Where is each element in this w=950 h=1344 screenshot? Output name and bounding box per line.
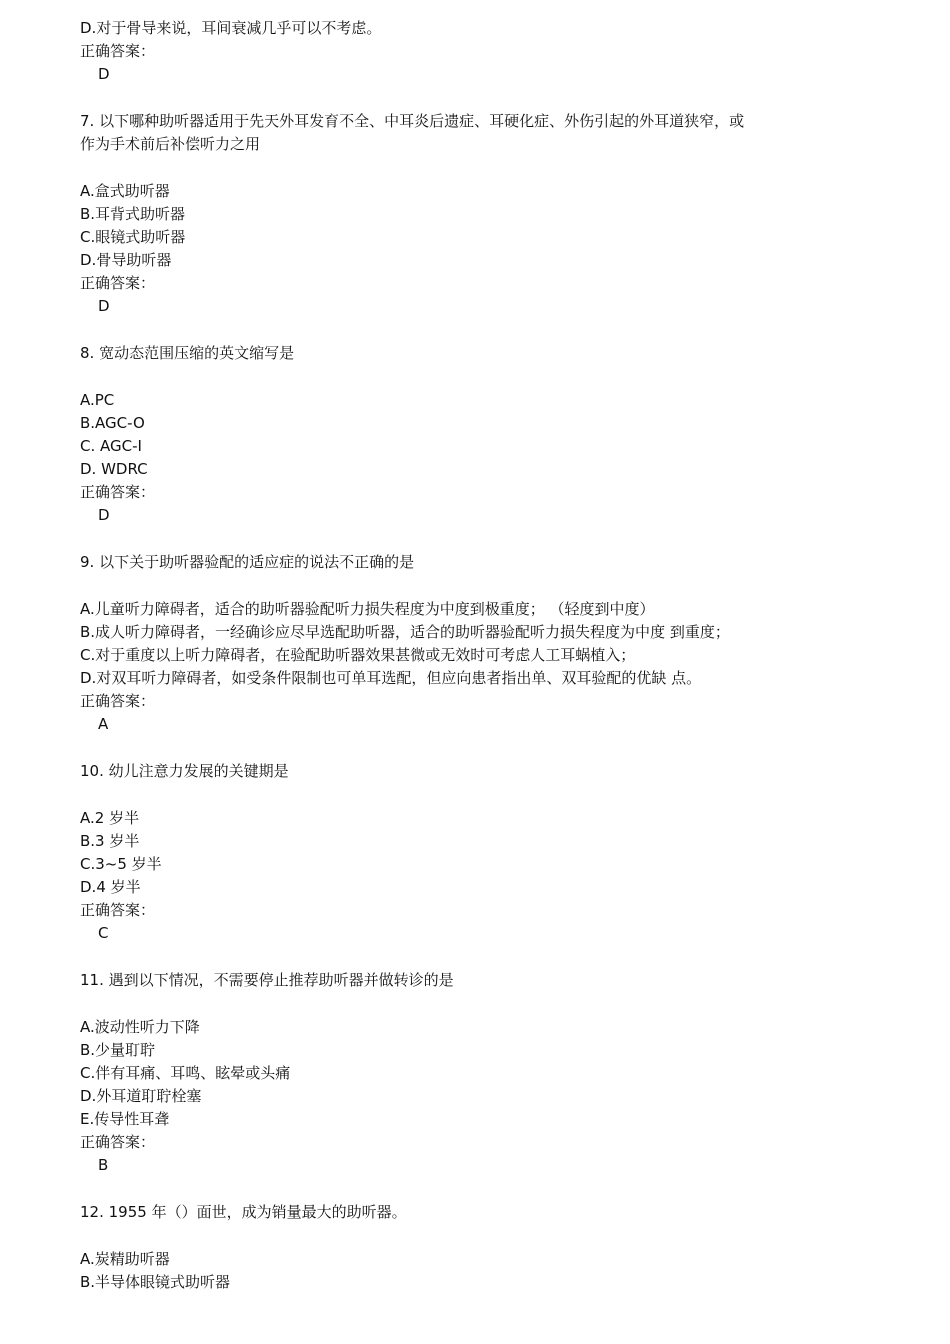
spacer	[80, 365, 880, 389]
spacer	[80, 736, 880, 760]
option-item: A.炭精助听器	[80, 1250, 170, 1268]
answer-label: 正确答案：	[80, 42, 156, 60]
answer-label: 正确答案：	[80, 274, 156, 292]
question-block	[80, 969, 880, 1177]
document-body	[80, 17, 880, 1294]
option-item: D.4 岁半	[80, 878, 141, 896]
option-item: C.对于重度以上听力障碍者，在验配助听器效果甚微或无效时可考虑人工耳蜗植入；	[80, 646, 636, 664]
option-item: C. AGC-I	[80, 437, 142, 455]
answer-value: D	[98, 65, 110, 83]
question-block	[80, 760, 880, 945]
question-stem: 7. 以下哪种助听器适用于先天外耳发育不全、中耳炎后遗症、耳硬化症、外伤引起的外耳道狭窄，或	[80, 112, 745, 130]
question-block	[80, 110, 880, 318]
question-stem: 10. 幼儿注意力发展的关键期是	[80, 762, 289, 780]
question-stem: 11. 遇到以下情况，不需要停止推荐助听器并做转诊的是	[80, 971, 454, 989]
option-item: C.3~5 岁半	[80, 855, 162, 873]
question-block	[80, 1201, 880, 1294]
answer-value: A	[98, 715, 109, 733]
question-block	[80, 342, 880, 527]
answer-label: 正确答案：	[80, 901, 156, 919]
question-stem: 12. 1955 年（）面世，成为销量最大的助听器。	[80, 1203, 407, 1221]
option-item: D.骨导助听器	[80, 251, 172, 269]
option-item: D.对于骨导来说，耳间衰减几乎可以不考虑。	[80, 19, 382, 37]
spacer	[80, 783, 880, 807]
option-item: A.PC	[80, 391, 115, 409]
answer-value: B	[98, 1156, 109, 1174]
option-item: B.成人听力障碍者，一经确诊应尽早选配助听器，适合的助听器验配听力损失程度为中度 到重度；	[80, 623, 730, 641]
option-item: A.儿童听力障碍者，适合的助听器验配听力损失程度为中度到极重度； （轻度到中度）	[80, 600, 655, 618]
answer-label: 正确答案：	[80, 483, 156, 501]
option-item: D.外耳道耵聍栓塞	[80, 1087, 202, 1105]
option-item: A.2 岁半	[80, 809, 140, 827]
option-item: C.伴有耳痛、耳鸣、眩晕或头痛	[80, 1064, 291, 1082]
option-item: B.3 岁半	[80, 832, 140, 850]
question-stem: 9. 以下关于助听器验配的适应症的说法不正确的是	[80, 553, 415, 571]
spacer	[80, 574, 880, 598]
spacer	[80, 1177, 880, 1201]
question-stem: 8. 宽动态范围压缩的英文缩写是	[80, 344, 295, 362]
option-item: D.对双耳听力障碍者，如受条件限制也可单耳选配，但应向患者指出单、双耳验配的优缺 点。	[80, 669, 702, 687]
question-block	[80, 551, 880, 736]
question-stem: 作为手术前后补偿听力之用	[80, 135, 261, 153]
spacer	[80, 1224, 880, 1248]
answer-value: C	[98, 924, 109, 942]
option-item: D. WDRC	[80, 460, 148, 478]
answer-label: 正确答案：	[80, 1133, 156, 1151]
question-fragment	[80, 17, 880, 86]
answer-label: 正确答案：	[80, 692, 156, 710]
option-item: A.盒式助听器	[80, 182, 170, 200]
option-item: C.眼镜式助听器	[80, 228, 186, 246]
spacer	[80, 527, 880, 551]
answer-value: D	[98, 506, 110, 524]
option-item: B.少量耵聍	[80, 1041, 156, 1059]
question-list	[80, 86, 880, 1294]
spacer	[80, 86, 880, 110]
spacer	[80, 945, 880, 969]
spacer	[80, 992, 880, 1016]
answer-value: D	[98, 297, 110, 315]
option-item: B.AGC-O	[80, 414, 145, 432]
spacer	[80, 318, 880, 342]
option-item: B.半导体眼镜式助听器	[80, 1273, 231, 1291]
option-item: A.波动性听力下降	[80, 1018, 200, 1036]
spacer	[80, 156, 880, 180]
option-item: B.耳背式助听器	[80, 205, 186, 223]
option-item: E.传导性耳聋	[80, 1110, 170, 1128]
